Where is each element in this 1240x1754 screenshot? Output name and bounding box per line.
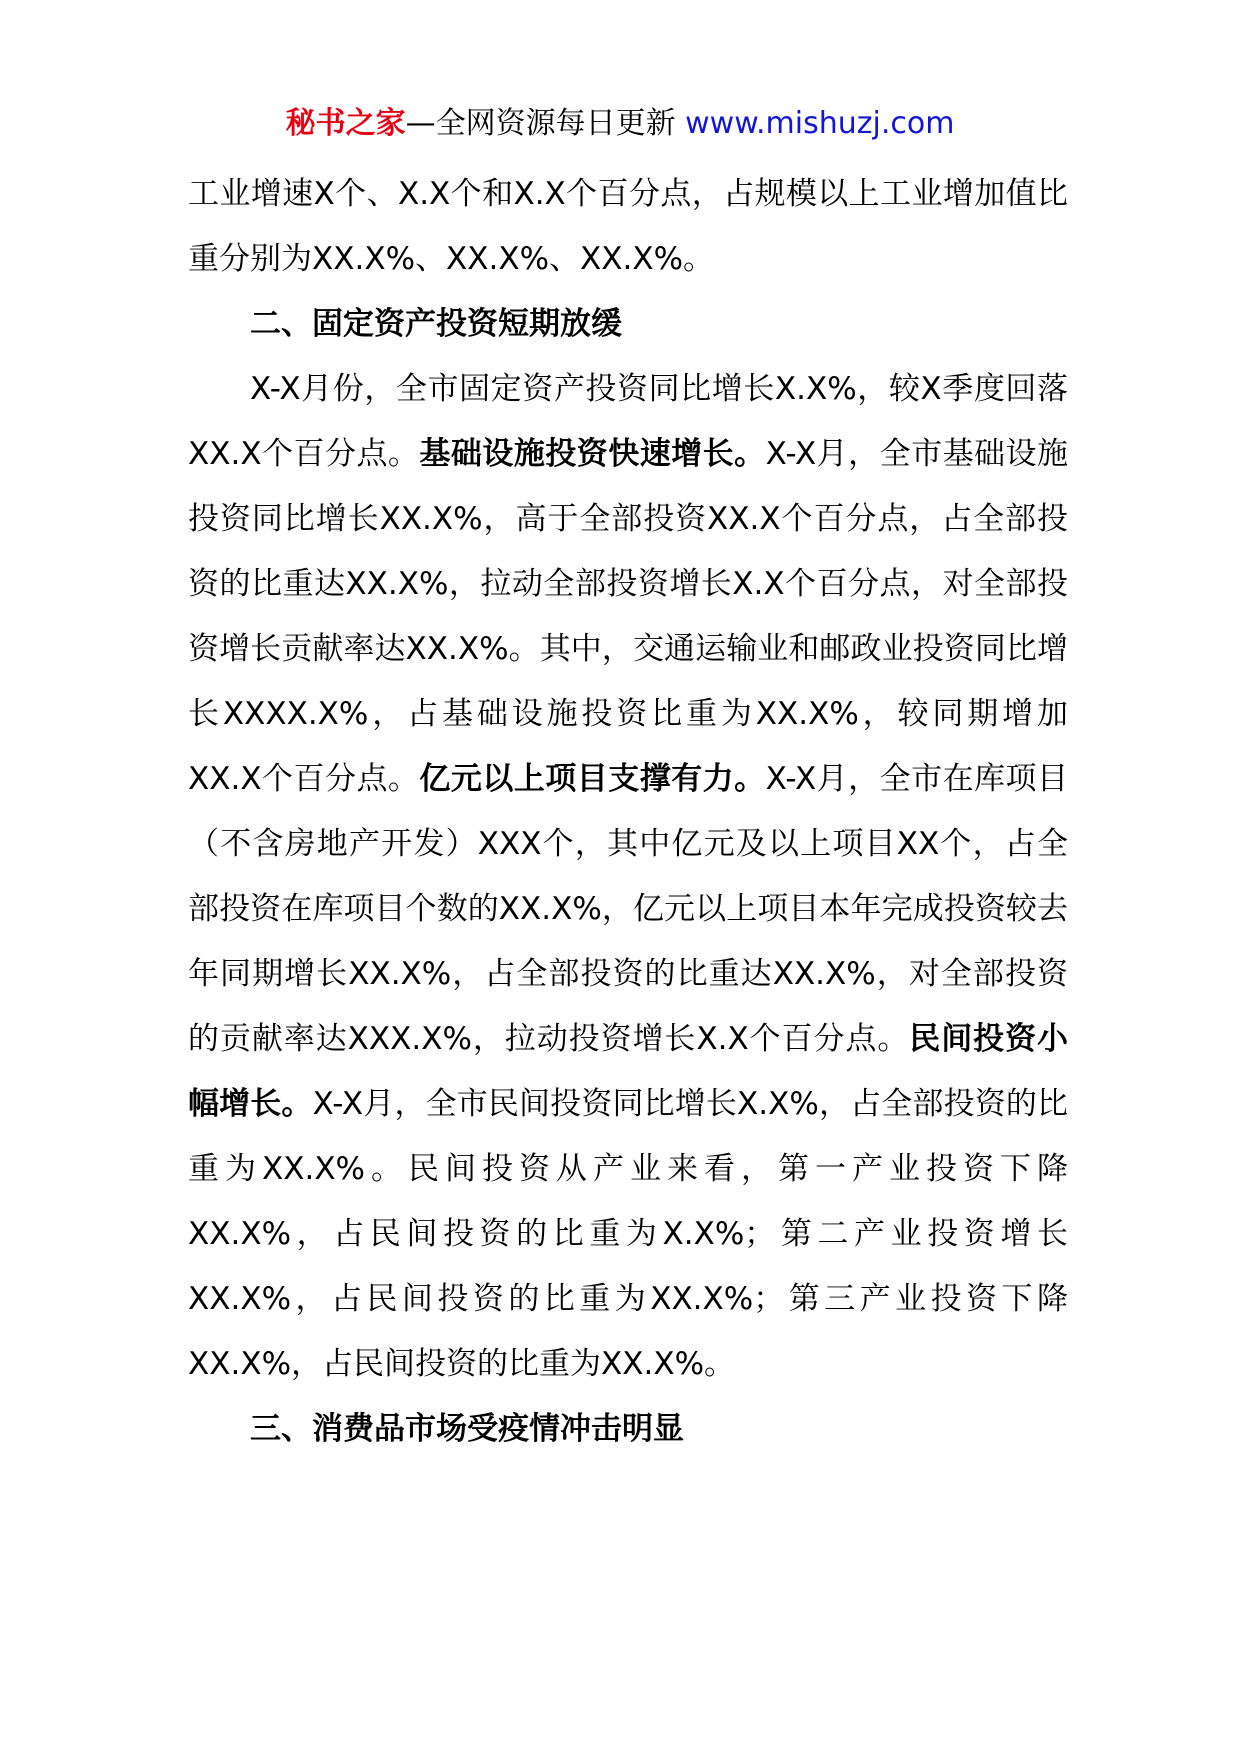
paragraph-text: X-X月，全市民间投资同比增长X.X%，占全部投资的比重为XX.X%。民间投资从产业来看，第一产业投资下降XX.X%，占民间投资的比重为X.X%；第二产业投资增长XX.X%，占民间投资的比重为XX.X%；第三产业投资下降XX.X%，占民间投资的比重为XX.X%。 bbox=[188, 1086, 1069, 1382]
bold-lead-large-projects: 亿元以上项目支撑有力。 bbox=[419, 761, 766, 797]
paragraph-continued: 工业增速X个、X.X个和X.X个百分点，占规模以上工业增加值比重分别为XX.X%、XX.X%、XX.X%。 bbox=[188, 176, 1068, 277]
header-tagline: —全网资源每日更新 bbox=[405, 106, 676, 141]
bold-lead-infrastructure: 基础设施投资快速增长。 bbox=[419, 436, 766, 472]
section-heading-2: 二、固定资产投资短期放缓 bbox=[250, 306, 622, 342]
page-header bbox=[0, 104, 1240, 144]
section-heading-3: 三、消费品市场受疫情冲击明显 bbox=[250, 1411, 684, 1447]
paragraph-text: X-X月份，全市固定资产投资同比增长X.X%，较X季度回落XX.X个百分点。 bbox=[188, 371, 1068, 472]
paragraph-fixed-asset-investment bbox=[188, 357, 1068, 1397]
paragraph-text: X-X月，全市基础设施投资同比增长XX.X%，高于全部投资XX.X个百分点，占全部投资的比重达XX.X%，拉动全部投资增长X.X个百分点，对全部投资增长贡献率达XX.X%。其中，交通运输业和邮政业投资同比增长XXXX.X%，占基础设施投资比重为XX.X%，较同期增加XX.X个百分点。 bbox=[188, 436, 1069, 797]
paragraph-text: X-X月，全市在库项目（不含房地产开发）XXX个，其中亿元及以上项目XX个，占全部投资在库项目个数的XX.X%，亿元以上项目本年完成投资较去年同期增长XX.X%，占全部投资的比重达XX.X%，对全部投资的贡献率达XXX.X%，拉动投资增长X.X个百分点。 bbox=[188, 761, 1069, 1057]
brand-name: 秘书之家 bbox=[285, 106, 406, 141]
bold-lead-private-investment: 民间投资小幅增长。 bbox=[188, 1021, 1069, 1122]
document-body bbox=[188, 162, 1068, 1462]
site-url[interactable]: www.mishuzj.com bbox=[685, 106, 955, 141]
